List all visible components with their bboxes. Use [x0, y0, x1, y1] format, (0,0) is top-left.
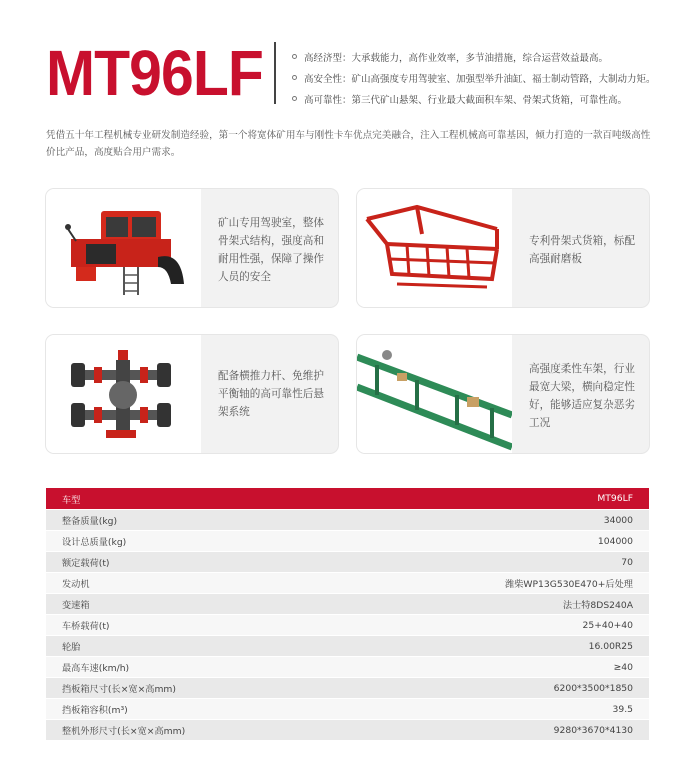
spec-value: MT96LF: [597, 493, 633, 504]
spec-label: 挡板箱尺寸(长×宽×高mm): [62, 684, 176, 695]
spec-value: ≥40: [613, 661, 633, 673]
feature-item-safety: [292, 67, 687, 88]
card-text-suspension: 配备横推力杆、免维护平衡轴的高可靠性后悬架系统: [218, 370, 324, 418]
spec-label: 车型: [62, 494, 81, 506]
suspension-image: [46, 335, 201, 453]
spec-label: 变速箱: [62, 600, 90, 611]
spec-row: [46, 593, 649, 614]
spec-row: [46, 677, 649, 698]
feature-card-cab: [46, 189, 338, 307]
spec-row: [46, 656, 649, 677]
spec-value: 法士特8DS240A: [562, 600, 633, 611]
spec-row: [46, 509, 649, 530]
spec-label: 额定载荷(t): [62, 558, 110, 569]
spec-value: 70: [621, 556, 633, 568]
spec-label: 设计总质量(kg): [62, 537, 127, 548]
cargo-box-image: [357, 189, 512, 307]
spec-label: 整机外形尺寸(长×宽×高mm): [62, 726, 186, 737]
bullet-icon: [292, 96, 297, 101]
feature-card-suspension: [46, 335, 338, 453]
feature-list: [292, 46, 687, 109]
frame-image: [357, 335, 512, 453]
cab-image: [46, 189, 201, 307]
spec-label: 整备质量(kg): [62, 516, 118, 527]
feature-card-frame: [357, 335, 649, 453]
spec-row: [46, 614, 649, 635]
spec-label: 挡板箱容积(m³): [62, 705, 128, 716]
spec-row: [46, 635, 649, 656]
spec-value: 潍柴WP13G530E470+后处理: [505, 579, 633, 590]
intro-paragraph: 凭借五十年工程机械专业研发制造经验，第一个将宽体矿用车与刚性卡车优点完美融合，注入工程机械高可靠基因，倾力打造的一款百吨级高性价比产品，高度贴合用户需求。: [46, 130, 651, 158]
spec-label: 轮胎: [62, 642, 81, 653]
spec-value: 39.5: [612, 703, 633, 715]
spec-row: [46, 719, 649, 740]
feature-text: 高可靠性：第三代矿山悬架、行业最大截面积车架、骨架式货箱，可靠性高。: [304, 94, 628, 106]
card-text-frame: 高强度柔性车架，行业最宽大梁，横向稳定性好，能够适应复杂恶劣工况: [529, 363, 635, 429]
spec-table: [46, 488, 649, 740]
feature-item-reliability: [292, 88, 687, 109]
spec-value: 9280*3670*4130: [553, 724, 633, 736]
spec-value: 104000: [597, 535, 633, 547]
model-title: MT96LF: [46, 37, 263, 109]
bullet-icon: [292, 75, 297, 80]
spec-value: 6200*3500*1850: [553, 682, 633, 694]
feature-text: 高安全性：矿山高强度专用驾驶室、加强型举升油缸、福士制动管路，大制动力矩。: [304, 73, 656, 85]
spec-row: [46, 530, 649, 551]
spec-label: 发动机: [62, 579, 90, 590]
card-text-cargo-box: 专利骨架式货箱，标配高强耐磨板: [529, 235, 635, 265]
card-text-cab: 矿山专用驾驶室，整体骨架式结构，强度高和耐用性强，保障了操作人员的安全: [218, 217, 324, 283]
feature-card-cargo-box: [357, 189, 649, 307]
feature-text: 高经济型：大承载能力，高作业效率，多节油措施，综合运营效益最高。: [304, 52, 609, 64]
spec-table-header: [46, 488, 649, 509]
bullet-icon: [292, 54, 297, 59]
spec-row: [46, 698, 649, 719]
spec-row: [46, 572, 649, 593]
spec-label: 最高车速(km/h): [62, 663, 130, 674]
spec-value: 34000: [603, 514, 633, 526]
spec-label: 车桥载荷(t): [62, 621, 110, 632]
feature-item-economy: [292, 46, 687, 67]
spec-value: 25+40+40: [582, 619, 633, 631]
spec-value: 16.00R25: [588, 640, 633, 652]
spec-row: [46, 551, 649, 572]
title-divider: [274, 42, 276, 104]
